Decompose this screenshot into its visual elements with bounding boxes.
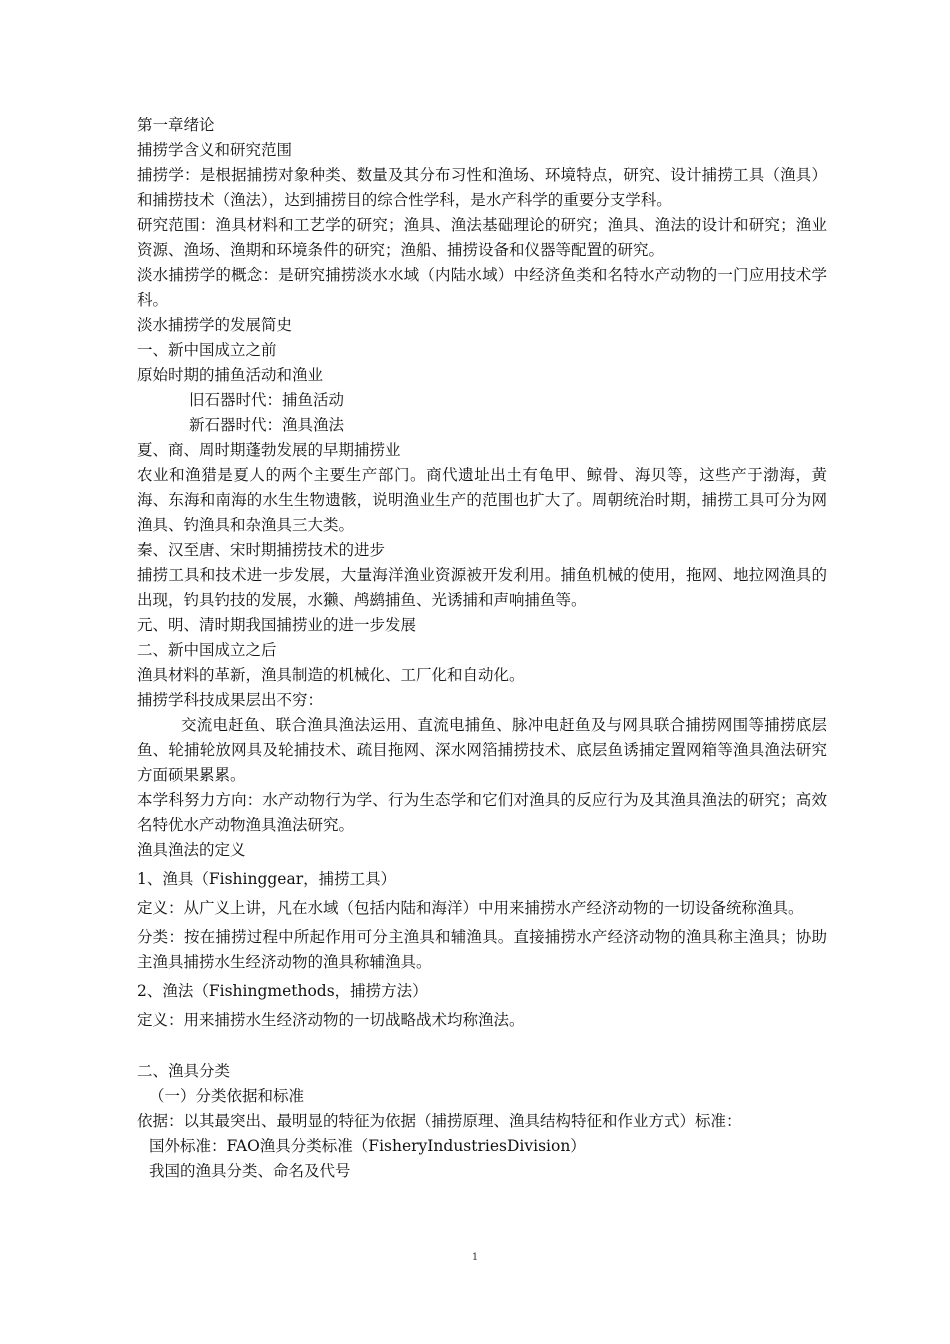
paragraph: 依据：以其最突出、最明显的特征为依据（捕捞原理、渔具结构特征和作业方式）标准： <box>137 1112 742 1130</box>
subsection-heading: 原始时期的捕鱼活动和渔业 <box>137 366 324 384</box>
paragraph: 分类：按在捕捞过程中所起作用可分主渔具和辅渔具。直接捕捞水产经济动物的渔具称主渔具；协助主渔具捕捞水生经济动物的渔具称辅渔具。 <box>137 928 827 971</box>
paragraph: 定义：从广义上讲，凡在水域（包括内陆和海洋）中用来捕捞水产经济动物的一切设备统称渔具。 <box>137 899 804 917</box>
paragraph: 本学科努力方向：水产动物行为学、行为生态学和它们对渔具的反应行为及其渔具渔法的研究；高效名特优水产动物渔具渔法研究。 <box>137 791 827 834</box>
subsection-heading: 1、渔具（Fishinggear，捕捞工具） <box>137 870 397 888</box>
paragraph: 捕捞学科技成果层出不穷： <box>137 691 324 709</box>
subsection-heading: 二、新中国成立之后 <box>137 641 277 659</box>
subsection-heading: 一、新中国成立之前 <box>137 341 277 359</box>
paragraph: 国外标准：FAO渔具分类标准（FisheryIndustriesDivision） <box>149 1137 586 1155</box>
paragraph: 捕捞工具和技术进一步发展，大量海洋渔业资源被开发利用。捕鱼机械的使用，拖网、地拉网渔具的出现，钓具钓技的发展，水獭、鸬鹚捕鱼、光诱捕和声响捕鱼等。 <box>137 566 827 609</box>
page-number: 1 <box>471 1252 479 1263</box>
paragraph: 淡水捕捞学的概念：是研究捕捞淡水水域（内陆水域）中经济鱼类和名特水产动物的一门应用技术学科。 <box>137 266 827 309</box>
subsection-heading: （一）分类依据和标准 <box>149 1087 305 1105</box>
era-item: 旧石器时代：捕鱼活动 <box>189 391 345 409</box>
section-heading: 捕捞学含义和研究范围 <box>137 141 293 159</box>
paragraph: 农业和渔猎是夏人的两个主要生产部门。商代遗址出土有龟甲、鲸骨、海贝等，这些产于渤海，黄海、东海和南海的水生生物遗骸，说明渔业生产的范围也扩大了。周朝统治时期，捕捞工具可分为网渔具、钓渔具和杂渔具三大类。 <box>137 466 827 534</box>
subsection-heading: 秦、汉至唐、宋时期捕捞技术的进步 <box>137 541 386 559</box>
document-body <box>137 113 827 1184</box>
section-heading: 淡水捕捞学的发展简史 <box>137 316 293 334</box>
subsection-heading: 2、渔法（Fishingmethods，捕捞方法） <box>137 982 428 1000</box>
subsection-heading: 夏、商、周时期蓬勃发展的早期捕捞业 <box>137 441 401 459</box>
paragraph: 研究范围：渔具材料和工艺学的研究；渔具、渔法基础理论的研究；渔具、渔法的设计和研究；渔业资源、渔场、渔期和环境条件的研究；渔船、捕捞设备和仪器等配置的研究。 <box>137 216 827 259</box>
section-heading: 渔具渔法的定义 <box>137 841 246 859</box>
paragraph: 捕捞学：是根据捕捞对象种类、数量及其分布习性和渔场、环境特点，研究、设计捕捞工具（渔具）和捕捞技术（渔法），达到捕捞目的综合性学科，是水产科学的重要分支学科。 <box>137 166 827 209</box>
paragraph: 渔具材料的革新，渔具制造的机械化、工厂化和自动化。 <box>137 666 525 684</box>
section-heading: 二、渔具分类 <box>137 1062 231 1080</box>
paragraph: 定义：用来捕捞水生经济动物的一切战略战术均称渔法。 <box>137 1011 525 1029</box>
chapter-title: 第一章绪论 <box>137 116 215 134</box>
era-item: 新石器时代：渔具渔法 <box>189 416 345 434</box>
subsection-heading: 元、明、清时期我国捕捞业的进一步发展 <box>137 616 417 634</box>
paragraph: 我国的渔具分类、命名及代号 <box>149 1162 351 1180</box>
paragraph: 交流电赶鱼、联合渔具渔法运用、直流电捕鱼、脉冲电赶鱼及与网具联合捕捞网围等捕捞底层鱼、轮捕轮放网具及轮捕技术、疏目拖网、深水网箔捕捞技术、底层鱼诱捕定置网箱等渔具渔法研究方面硕果累累。 <box>137 716 827 784</box>
